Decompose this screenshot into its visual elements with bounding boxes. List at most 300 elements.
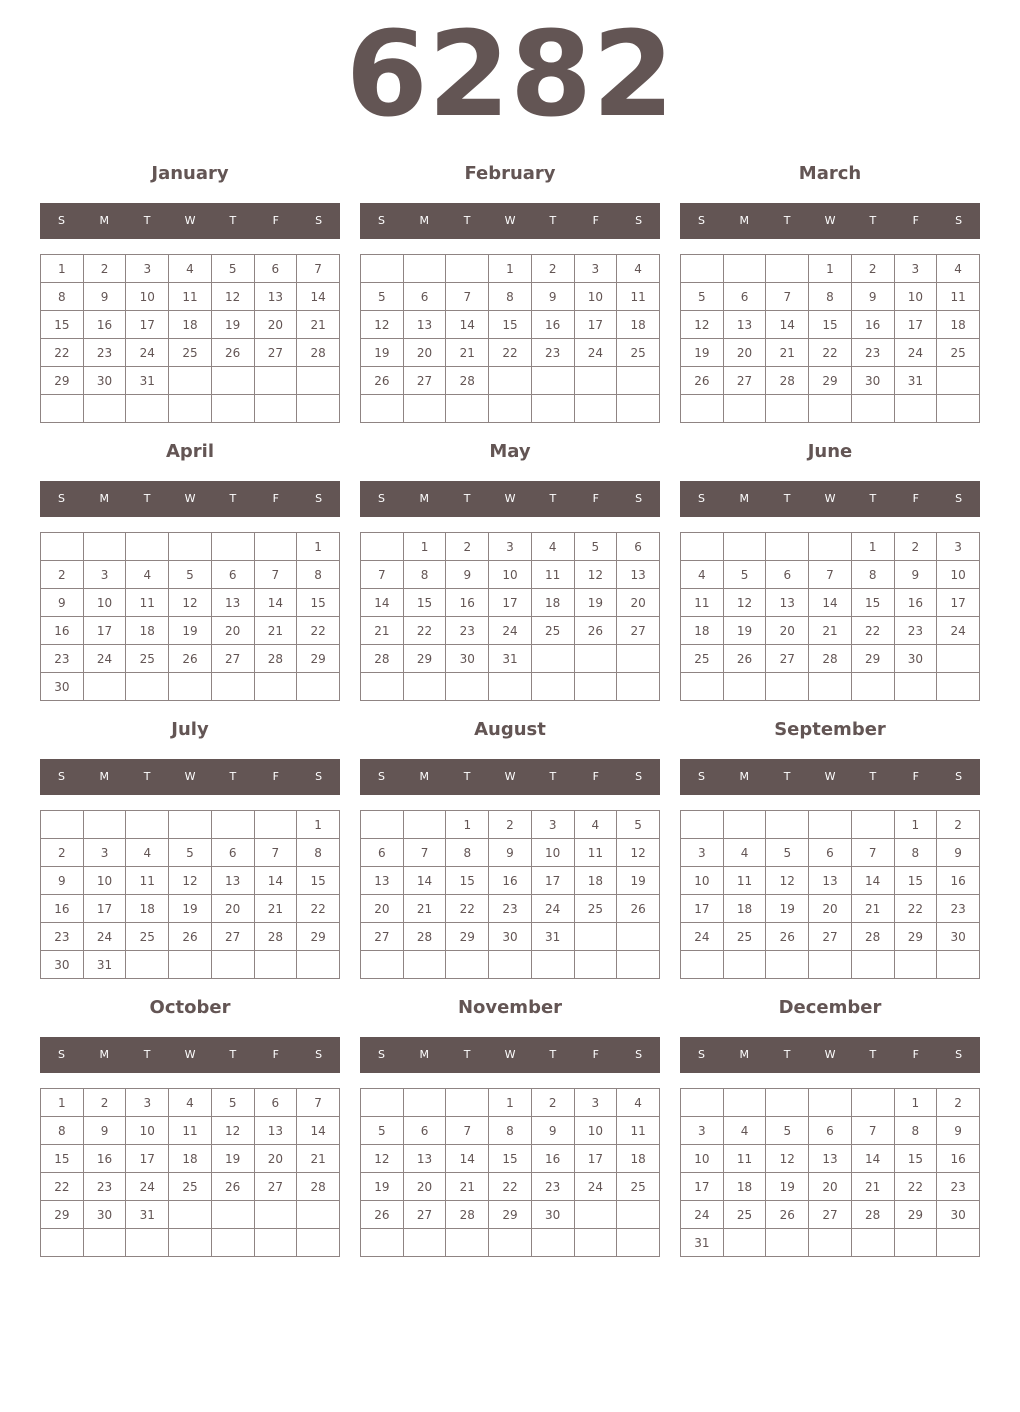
day-cell: 12 <box>361 311 404 339</box>
day-cell: 19 <box>211 311 254 339</box>
day-cell: 9 <box>41 867 84 895</box>
day-cell: 4 <box>617 1089 660 1117</box>
day-cell: 29 <box>297 645 340 673</box>
day-cell: 21 <box>254 617 297 645</box>
day-cell: 11 <box>531 561 574 589</box>
day-cell: 6 <box>766 561 809 589</box>
day-cell: 21 <box>254 895 297 923</box>
day-cell: 23 <box>83 1173 126 1201</box>
day-cell: 21 <box>766 339 809 367</box>
week-row <box>41 1229 340 1257</box>
day-cell: 28 <box>361 645 404 673</box>
weekday-label: F <box>592 492 599 505</box>
day-cell: 24 <box>126 1173 169 1201</box>
day-cell: 5 <box>723 561 766 589</box>
day-cell: 7 <box>254 561 297 589</box>
day-cell: 14 <box>403 867 446 895</box>
week-row <box>681 339 980 367</box>
day-cell: 15 <box>297 867 340 895</box>
week-row <box>361 255 660 283</box>
day-cell: 14 <box>766 311 809 339</box>
weekday-label: F <box>272 492 279 505</box>
year-title: 6282 <box>345 5 675 143</box>
week-row <box>681 951 980 979</box>
day-cell: 13 <box>211 867 254 895</box>
day-cell: 28 <box>766 367 809 395</box>
empty-day-cell <box>809 395 852 423</box>
day-cell: 13 <box>254 283 297 311</box>
day-cell: 20 <box>809 895 852 923</box>
day-cell: 8 <box>894 1117 937 1145</box>
day-cell: 13 <box>403 1145 446 1173</box>
empty-day-cell <box>83 395 126 423</box>
empty-day-cell <box>211 1201 254 1229</box>
empty-day-cell <box>254 1201 297 1229</box>
day-cell: 16 <box>531 311 574 339</box>
day-cell: 3 <box>83 561 126 589</box>
weekday-header <box>360 481 660 517</box>
empty-day-cell <box>681 673 724 701</box>
day-cell: 27 <box>617 617 660 645</box>
day-cell: 27 <box>403 367 446 395</box>
day-cell: 20 <box>809 1173 852 1201</box>
day-cell: 26 <box>211 339 254 367</box>
month-january <box>40 163 340 433</box>
day-cell: 9 <box>937 839 980 867</box>
day-cell: 1 <box>489 255 532 283</box>
day-cell: 11 <box>169 1117 212 1145</box>
week-row <box>361 895 660 923</box>
empty-day-cell <box>574 367 617 395</box>
empty-day-cell <box>403 255 446 283</box>
day-cell: 3 <box>681 1117 724 1145</box>
weekday-label: W <box>504 770 516 783</box>
day-cell: 15 <box>894 867 937 895</box>
empty-day-cell <box>531 395 574 423</box>
day-cell: 14 <box>446 311 489 339</box>
day-cell: 26 <box>681 367 724 395</box>
week-row <box>681 645 980 673</box>
day-cell: 23 <box>83 339 126 367</box>
day-cell: 6 <box>403 283 446 311</box>
week-row <box>361 561 660 589</box>
day-cell: 5 <box>211 1089 254 1117</box>
day-cell: 18 <box>574 867 617 895</box>
day-cell: 11 <box>169 283 212 311</box>
month-april <box>40 441 340 711</box>
weekday-label: S <box>377 1048 385 1061</box>
day-cell: 28 <box>851 1201 894 1229</box>
week-row <box>361 283 660 311</box>
day-cell: 3 <box>681 839 724 867</box>
weekday-label: F <box>592 770 599 783</box>
day-cell: 17 <box>681 895 724 923</box>
day-cell: 25 <box>169 1173 212 1201</box>
empty-day-cell <box>617 673 660 701</box>
weekday-label: M <box>419 214 430 227</box>
day-cell: 11 <box>617 1117 660 1145</box>
day-cell: 7 <box>809 561 852 589</box>
empty-day-cell <box>403 811 446 839</box>
day-cell: 30 <box>41 951 84 979</box>
day-cell: 7 <box>254 839 297 867</box>
day-cell: 22 <box>41 339 84 367</box>
day-grid <box>40 532 340 701</box>
week-row <box>361 645 660 673</box>
weekday-label: F <box>272 1048 279 1061</box>
day-cell: 4 <box>169 1089 212 1117</box>
day-cell: 15 <box>809 311 852 339</box>
day-cell: 4 <box>126 839 169 867</box>
empty-day-cell <box>41 1229 84 1257</box>
day-cell: 12 <box>211 283 254 311</box>
day-cell: 6 <box>809 1117 852 1145</box>
week-row <box>361 533 660 561</box>
day-cell: 29 <box>297 923 340 951</box>
day-cell: 8 <box>489 283 532 311</box>
empty-day-cell <box>766 395 809 423</box>
empty-day-cell <box>851 1089 894 1117</box>
day-grid <box>360 532 660 701</box>
day-cell: 17 <box>681 1173 724 1201</box>
empty-day-cell <box>169 367 212 395</box>
day-grid <box>40 810 340 979</box>
day-grid <box>40 1088 340 1257</box>
day-cell: 14 <box>809 589 852 617</box>
day-cell: 21 <box>297 1145 340 1173</box>
empty-day-cell <box>126 951 169 979</box>
empty-day-cell <box>937 395 980 423</box>
week-row <box>361 811 660 839</box>
weekday-label: T <box>229 770 237 783</box>
day-cell: 1 <box>809 255 852 283</box>
day-cell: 21 <box>809 617 852 645</box>
day-cell: 15 <box>851 589 894 617</box>
day-cell: 19 <box>361 339 404 367</box>
day-cell: 2 <box>531 255 574 283</box>
empty-day-cell <box>851 1229 894 1257</box>
day-cell: 27 <box>809 923 852 951</box>
week-row <box>681 867 980 895</box>
day-cell: 13 <box>723 311 766 339</box>
day-cell: 1 <box>446 811 489 839</box>
empty-day-cell <box>254 673 297 701</box>
day-cell: 15 <box>403 589 446 617</box>
day-cell: 2 <box>937 811 980 839</box>
empty-day-cell <box>446 395 489 423</box>
day-cell: 26 <box>211 1173 254 1201</box>
weekday-label: W <box>824 492 836 505</box>
empty-day-cell <box>211 811 254 839</box>
day-cell: 9 <box>531 1117 574 1145</box>
day-cell: 29 <box>851 645 894 673</box>
week-row <box>681 311 980 339</box>
day-cell: 26 <box>766 923 809 951</box>
week-row <box>361 311 660 339</box>
empty-day-cell <box>723 673 766 701</box>
week-row <box>681 589 980 617</box>
empty-day-cell <box>766 1089 809 1117</box>
empty-day-cell <box>531 645 574 673</box>
day-cell: 5 <box>169 561 212 589</box>
week-row <box>41 589 340 617</box>
empty-day-cell <box>809 1089 852 1117</box>
day-cell: 25 <box>126 923 169 951</box>
day-cell: 27 <box>361 923 404 951</box>
day-cell: 5 <box>681 283 724 311</box>
day-cell: 22 <box>446 895 489 923</box>
week-row <box>41 1089 340 1117</box>
empty-day-cell <box>617 1229 660 1257</box>
day-cell: 22 <box>894 1173 937 1201</box>
day-cell: 8 <box>41 283 84 311</box>
weekday-label: S <box>955 492 963 505</box>
day-cell: 20 <box>254 1145 297 1173</box>
day-cell: 6 <box>723 283 766 311</box>
week-row <box>41 255 340 283</box>
day-cell: 1 <box>894 1089 937 1117</box>
week-row <box>681 673 980 701</box>
day-cell: 3 <box>894 255 937 283</box>
day-cell: 22 <box>489 1173 532 1201</box>
day-cell: 10 <box>489 561 532 589</box>
day-cell: 22 <box>851 617 894 645</box>
weekday-label: S <box>955 770 963 783</box>
day-cell: 19 <box>681 339 724 367</box>
empty-day-cell <box>297 951 340 979</box>
day-cell: 22 <box>403 617 446 645</box>
day-cell: 15 <box>489 1145 532 1173</box>
empty-day-cell <box>297 367 340 395</box>
day-cell: 4 <box>681 561 724 589</box>
day-cell: 7 <box>766 283 809 311</box>
empty-day-cell <box>211 395 254 423</box>
empty-day-cell <box>169 1201 212 1229</box>
empty-day-cell <box>617 1201 660 1229</box>
empty-day-cell <box>126 395 169 423</box>
day-cell: 20 <box>211 617 254 645</box>
weekday-label: F <box>912 214 919 227</box>
day-cell: 25 <box>617 339 660 367</box>
day-cell: 2 <box>41 561 84 589</box>
empty-day-cell <box>617 951 660 979</box>
day-cell: 5 <box>361 283 404 311</box>
empty-day-cell <box>809 951 852 979</box>
week-row <box>681 617 980 645</box>
day-cell: 18 <box>126 895 169 923</box>
empty-day-cell <box>211 1229 254 1257</box>
empty-day-cell <box>723 533 766 561</box>
month-june <box>680 441 980 711</box>
empty-day-cell <box>169 1229 212 1257</box>
day-cell: 20 <box>766 617 809 645</box>
day-cell: 26 <box>723 645 766 673</box>
day-cell: 19 <box>617 867 660 895</box>
day-cell: 9 <box>851 283 894 311</box>
day-cell: 17 <box>83 895 126 923</box>
day-cell: 15 <box>297 589 340 617</box>
day-cell: 21 <box>446 339 489 367</box>
week-row <box>41 367 340 395</box>
day-cell: 4 <box>723 839 766 867</box>
day-cell: 24 <box>489 617 532 645</box>
day-cell: 29 <box>894 1201 937 1229</box>
weekday-label: W <box>184 214 196 227</box>
empty-day-cell <box>446 1089 489 1117</box>
day-cell: 19 <box>169 895 212 923</box>
day-cell: 1 <box>489 1089 532 1117</box>
weekday-label: S <box>697 492 705 505</box>
day-cell: 16 <box>83 1145 126 1173</box>
day-cell: 7 <box>361 561 404 589</box>
weekday-header <box>360 1037 660 1073</box>
day-cell: 6 <box>617 533 660 561</box>
week-row <box>361 1145 660 1173</box>
weekday-label: F <box>592 1048 599 1061</box>
empty-day-cell <box>894 673 937 701</box>
day-cell: 3 <box>489 533 532 561</box>
empty-day-cell <box>766 673 809 701</box>
day-cell: 1 <box>894 811 937 839</box>
day-cell: 16 <box>894 589 937 617</box>
month-title: July <box>171 719 209 740</box>
day-cell: 21 <box>361 617 404 645</box>
week-row <box>681 367 980 395</box>
week-row <box>41 923 340 951</box>
empty-day-cell <box>403 395 446 423</box>
day-cell: 18 <box>126 617 169 645</box>
empty-day-cell <box>723 1089 766 1117</box>
weekday-label: W <box>184 492 196 505</box>
day-cell: 27 <box>254 339 297 367</box>
day-cell: 3 <box>574 1089 617 1117</box>
day-cell: 14 <box>361 589 404 617</box>
week-row <box>681 283 980 311</box>
day-cell: 5 <box>169 839 212 867</box>
day-cell: 15 <box>894 1145 937 1173</box>
empty-day-cell <box>41 395 84 423</box>
empty-day-cell <box>361 811 404 839</box>
day-cell: 10 <box>83 867 126 895</box>
weekday-label: T <box>463 770 471 783</box>
weekday-label: S <box>955 214 963 227</box>
day-cell: 2 <box>83 255 126 283</box>
day-cell: 16 <box>937 1145 980 1173</box>
weekday-label: M <box>99 214 110 227</box>
empty-day-cell <box>681 395 724 423</box>
empty-day-cell <box>211 673 254 701</box>
week-row <box>41 811 340 839</box>
day-cell: 27 <box>766 645 809 673</box>
day-cell: 27 <box>403 1201 446 1229</box>
weekday-label: M <box>99 770 110 783</box>
empty-day-cell <box>361 673 404 701</box>
day-cell: 22 <box>489 339 532 367</box>
day-cell: 23 <box>41 645 84 673</box>
weekday-label: T <box>869 492 877 505</box>
day-cell: 2 <box>83 1089 126 1117</box>
weekday-header <box>40 203 340 239</box>
week-row <box>361 923 660 951</box>
day-cell: 19 <box>723 617 766 645</box>
day-cell: 6 <box>403 1117 446 1145</box>
day-cell: 29 <box>894 923 937 951</box>
day-cell: 5 <box>766 1117 809 1145</box>
weekday-label: M <box>419 770 430 783</box>
week-row <box>41 395 340 423</box>
day-cell: 11 <box>126 867 169 895</box>
day-grid <box>680 254 980 423</box>
day-cell: 12 <box>211 1117 254 1145</box>
day-cell: 9 <box>531 283 574 311</box>
day-cell: 18 <box>169 1145 212 1173</box>
day-cell: 16 <box>531 1145 574 1173</box>
weekday-label: W <box>504 492 516 505</box>
weekday-label: T <box>229 214 237 227</box>
day-cell: 7 <box>297 1089 340 1117</box>
day-cell: 12 <box>169 589 212 617</box>
day-cell: 2 <box>531 1089 574 1117</box>
day-cell: 12 <box>766 867 809 895</box>
weekday-label: S <box>315 770 323 783</box>
day-cell: 23 <box>489 895 532 923</box>
day-cell: 14 <box>446 1145 489 1173</box>
day-cell: 10 <box>126 1117 169 1145</box>
day-cell: 4 <box>531 533 574 561</box>
empty-day-cell <box>361 255 404 283</box>
empty-day-cell <box>297 1229 340 1257</box>
empty-day-cell <box>446 1229 489 1257</box>
day-cell: 10 <box>681 1145 724 1173</box>
empty-day-cell <box>723 255 766 283</box>
day-cell: 13 <box>254 1117 297 1145</box>
day-grid <box>360 254 660 423</box>
day-cell: 9 <box>894 561 937 589</box>
weekday-header <box>360 759 660 795</box>
weekday-label: T <box>869 214 877 227</box>
day-cell: 7 <box>446 1117 489 1145</box>
day-cell: 6 <box>361 839 404 867</box>
day-cell: 28 <box>851 923 894 951</box>
weekday-label: S <box>697 214 705 227</box>
week-row <box>681 839 980 867</box>
day-cell: 22 <box>297 895 340 923</box>
day-cell: 25 <box>723 1201 766 1229</box>
day-cell: 28 <box>254 645 297 673</box>
day-cell: 3 <box>126 255 169 283</box>
day-cell: 12 <box>361 1145 404 1173</box>
empty-day-cell <box>894 395 937 423</box>
day-cell: 29 <box>489 1201 532 1229</box>
weekday-label: F <box>272 770 279 783</box>
day-grid <box>360 1088 660 1257</box>
empty-day-cell <box>723 811 766 839</box>
day-cell: 12 <box>723 589 766 617</box>
weekday-label: F <box>912 770 919 783</box>
empty-day-cell <box>531 673 574 701</box>
empty-day-cell <box>83 673 126 701</box>
day-cell: 5 <box>211 255 254 283</box>
empty-day-cell <box>766 811 809 839</box>
empty-day-cell <box>937 1229 980 1257</box>
day-cell: 13 <box>766 589 809 617</box>
weekday-label: S <box>57 1048 65 1061</box>
day-cell: 4 <box>169 255 212 283</box>
week-row <box>681 533 980 561</box>
weekday-label: T <box>143 1048 151 1061</box>
day-cell: 13 <box>617 561 660 589</box>
week-row <box>41 645 340 673</box>
